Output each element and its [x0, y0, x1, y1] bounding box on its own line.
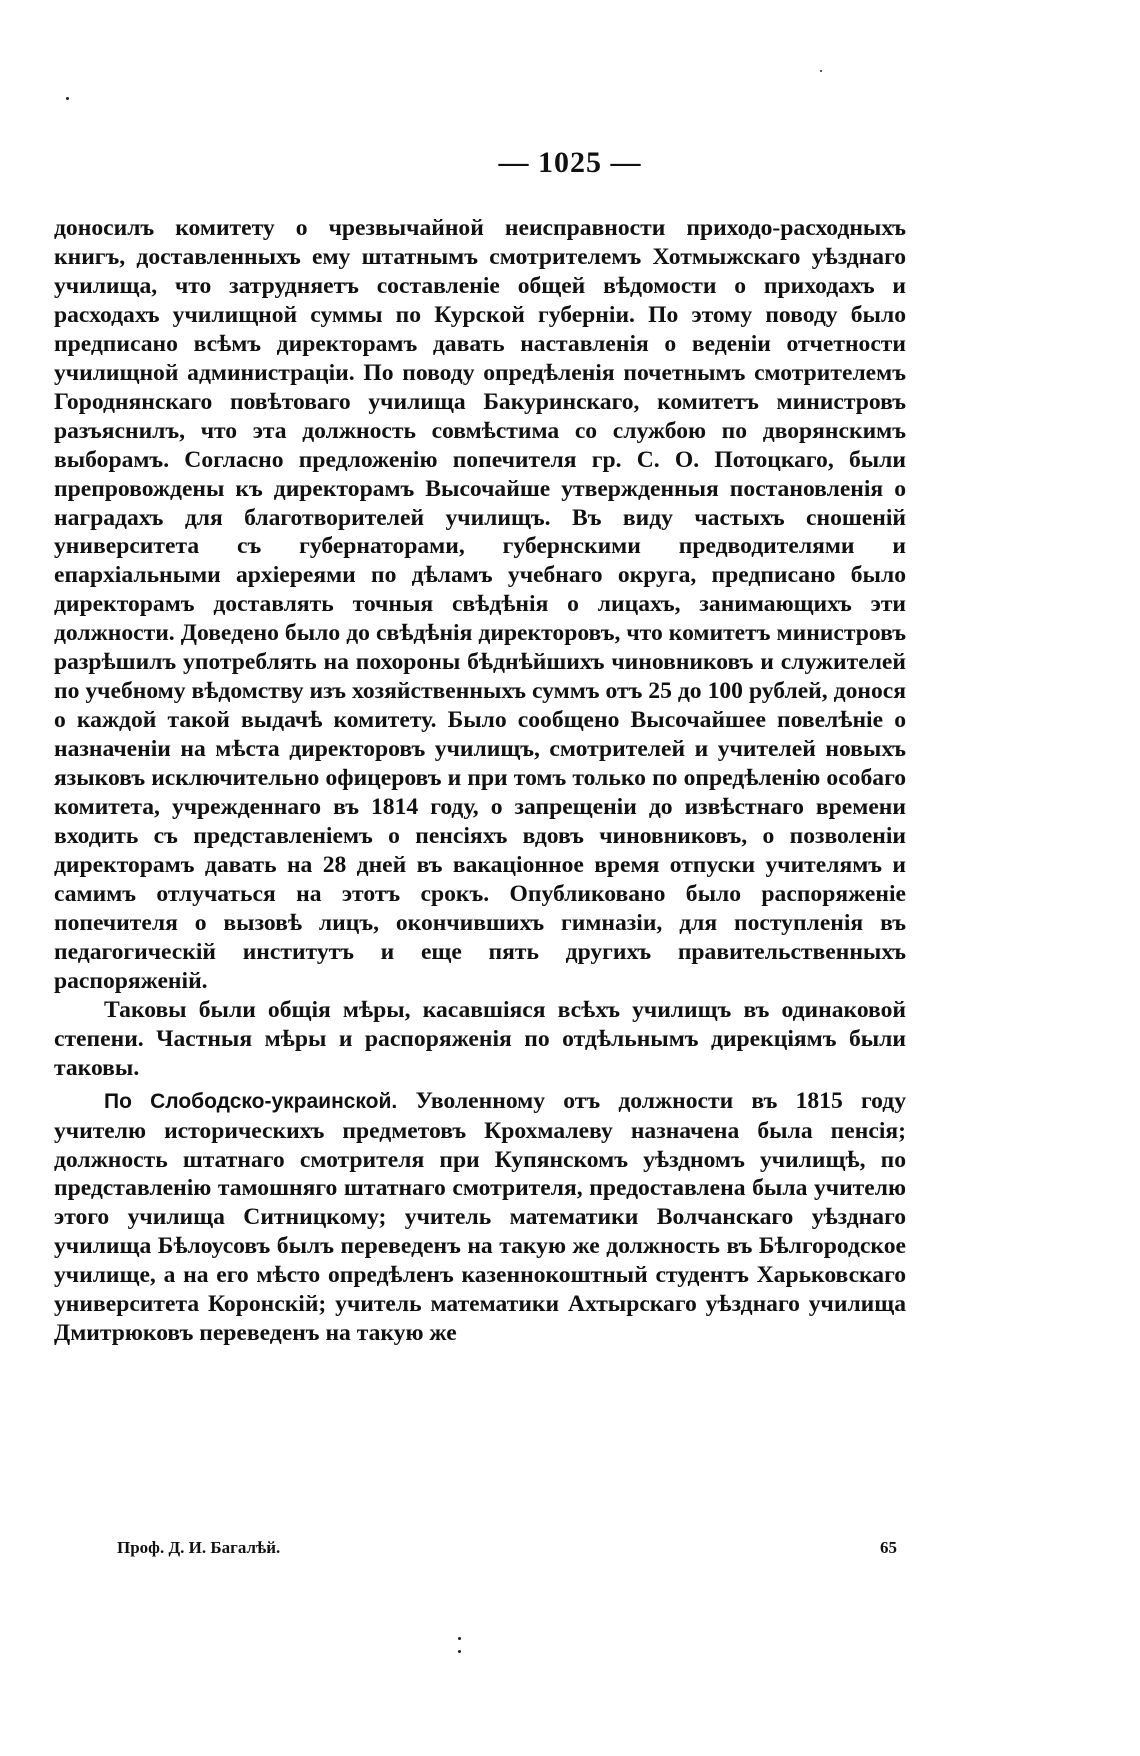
scan-speck [820, 70, 822, 72]
section-heading: По Слободско-украинской. [104, 1089, 398, 1113]
page-number: — 1025 — [498, 146, 642, 179]
footer-sheet-number: 65 [880, 1538, 897, 1557]
footer-author: Проф. Д. И. Багалѣй. [117, 1538, 281, 1557]
scan-speck [458, 1650, 461, 1653]
scan-speck [66, 97, 69, 100]
section-text: Уволенному отъ должности въ 1815 году учителю историческихъ предметовъ Крохмалеву назначена была пенсія; должность штатнаго смотрителя при Купянскомъ уѣздномъ училищѣ, по представленію тамошняго штатнаго смотрителя, предоставлена была учителю этого училища Ситницкому; учитель математики Волчанскаго уѣзднаго училища Бѣлоусовъ былъ переведенъ на такую же должность въ Бѣлгородское училище, а на его мѣсто опредѣленъ казеннокоштный студентъ Харьковскаго университета Коронскій; учитель математики Ахтырскаго уѣзднаго училища Дмитрюковъ переведенъ на такую же [54, 1087, 906, 1347]
section-paragraph [54, 1087, 906, 1349]
paragraph-2: Таковы были общія мѣры, касавшіяся всѣхъ училищъ въ одинаковой степени. Частныя мѣры и распоряженія по отдѣльнымъ дирекціямъ были таковы. [54, 996, 906, 1081]
page-footer [117, 1538, 897, 1562]
paragraph-1: доносилъ комитету о чрезвычайной неисправности приходо-расходныхъ книгъ, доставленныхъ ему штатнымъ смотрителемъ Хотмыжскаго уѣзднаго училища, что затрудняетъ составленіе общей вѣдомости о приходахъ и расходахъ училищной суммы по Курской губерніи. По этому поводу было предписано всѣмъ директорамъ давать наставленія о веденіи отчетности училищной администраціи. По поводу опредѣленія почетнымъ смотрителемъ Городнянскаго повѣтоваго училища Бакуринскаго, комитетъ министровъ разъяснилъ, что эта должность совмѣстима со службою по дворянскимъ выборамъ. Согласно предложенію попечителя гр. С. О. Потоцкаго, были препровождены къ директорамъ Высочайше утвержденныя постановленія о наградахъ для благотворителей училищъ. Въ виду частыхъ сношеній университета съ губернаторами, губернскими предводителями и епархіальными архіереями по дѣламъ учебнаго округа, предписано было директорамъ доставлять точныя свѣдѣнія о лицахъ, занимающихъ эти должности. Доведено было до свѣдѣнія директоровъ, что комитетъ министровъ разрѣшилъ употреблять на похороны бѣднѣйшихъ чиновниковъ и служителей по учебному вѣдомству изъ хозяйственныхъ суммъ отъ 25 до 100 рублей, донося о каждой такой выдачѣ комитету. Было сообщено Высочайшее повелѣніе о назначеніи на мѣста директоровъ училищъ, смотрителей и учителей новыхъ языковъ исключительно офицеровъ и при томъ только по опредѣленію особаго комитета, учрежденнаго въ 1814 году, о запрещеніи до извѣстнаго времени входить съ представленіемъ о пенсіяхъ вдовъ чиновниковъ, о позволеніи директорамъ давать на 28 дней въ вакаціонное время отпуски учителямъ и самимъ отлучаться на этотъ срокъ. Опубликовано было распоряженіе попечителя о вызовѣ лицъ, окончившихъ гимназіи, для поступленія въ педагогическій институтъ и еще пять другихъ правительственныхъ распоряженій. [54, 215, 906, 994]
body-text [54, 214, 906, 1348]
scan-speck [458, 1637, 461, 1640]
